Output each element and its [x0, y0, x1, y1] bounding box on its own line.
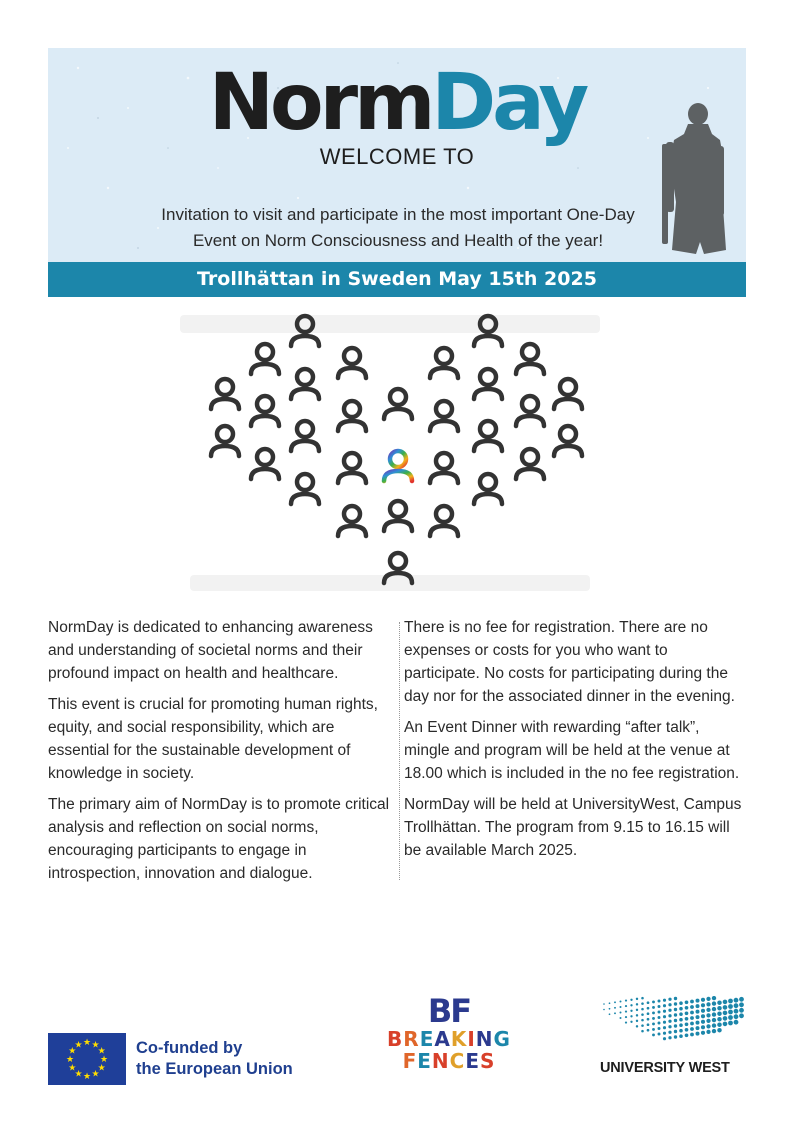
uw-dot [706, 997, 710, 1001]
university-west-name: UNIVERSITY WEST [600, 1060, 730, 1076]
uw-dot [636, 1003, 638, 1005]
uw-dot [696, 1015, 700, 1019]
uw-dot [712, 996, 716, 1000]
uw-dot [668, 1009, 671, 1012]
left-paragraph-2: This event is crucial for promoting human rights, equity, and social responsibility, which are essential for the sustainable development of knowledge in society. [48, 696, 378, 782]
uw-dot [717, 1006, 722, 1011]
uw-dot [603, 1009, 605, 1011]
uw-dot [734, 1003, 739, 1008]
uw-dot [690, 1022, 694, 1026]
uw-dot [690, 1005, 694, 1009]
uw-dot [614, 1012, 616, 1014]
uw-dot [641, 1030, 644, 1033]
uw-dot [717, 1017, 722, 1022]
left-text-column [48, 616, 393, 893]
uw-dot [706, 1024, 710, 1028]
uw-dot [685, 1022, 689, 1026]
eu-cofunded-text [136, 1038, 293, 1080]
uw-dot [717, 1011, 722, 1016]
statue-silhouette-icon [660, 102, 730, 258]
uw-dot [647, 1018, 650, 1021]
uw-dot [619, 1000, 621, 1002]
people-heart-icon [170, 305, 610, 605]
uw-dot [652, 1006, 655, 1009]
eu-star-icon: ★ [91, 1040, 100, 1051]
eu-star-icon: ★ [97, 1046, 106, 1057]
eu-star-icon: ★ [97, 1063, 106, 1074]
uw-dot [690, 1027, 694, 1031]
uw-dot [630, 1004, 632, 1006]
uw-dot [636, 1020, 638, 1022]
uw-dot [652, 1033, 655, 1036]
uw-dot [739, 997, 744, 1002]
uw-dot [668, 1003, 671, 1006]
uw-dot [728, 999, 733, 1004]
uw-dot [696, 1026, 700, 1030]
uw-dot [630, 1015, 632, 1017]
uw-dot [690, 1011, 694, 1015]
uw-dot [652, 1000, 655, 1003]
breaking-fences-logo [384, 994, 514, 1072]
column-divider [399, 622, 400, 880]
uw-dot [723, 1016, 728, 1021]
uw-dot [728, 1015, 733, 1020]
uw-dot [647, 1012, 650, 1015]
uw-dot [728, 1004, 733, 1009]
uw-dot [674, 1030, 677, 1033]
uw-dot [674, 997, 677, 1000]
eu-star-icon: ★ [82, 1072, 92, 1082]
uw-dot [685, 1017, 689, 1021]
uw-dot [696, 1032, 700, 1036]
uw-dot [712, 1001, 716, 1005]
welcome-text: WELCOME TO [319, 144, 475, 169]
date-location-banner: Trollhättan in Sweden May 15th 2025 [48, 262, 746, 297]
uw-dot [652, 1011, 655, 1014]
uw-dot [717, 1022, 722, 1026]
uw-dot [668, 1031, 671, 1034]
logo-day: Day [431, 58, 586, 148]
eu-line-1: Co-funded by [136, 1039, 243, 1057]
uw-dot [679, 1018, 683, 1022]
uw-dot [658, 1011, 661, 1014]
eu-star-icon: ★ [74, 1040, 83, 1051]
uw-dot [712, 1007, 716, 1011]
uw-dot [712, 1012, 716, 1016]
uw-dot [641, 1024, 644, 1027]
uw-dot [706, 1008, 710, 1012]
uw-dot [701, 1014, 705, 1018]
uw-dot [679, 1012, 683, 1016]
uw-dot [619, 1017, 621, 1019]
uw-dot [658, 1022, 661, 1025]
uw-dot [674, 1035, 677, 1038]
uw-dot [652, 1028, 655, 1031]
uw-dot [668, 1036, 671, 1039]
right-paragraph-2: An Event Dinner with rewarding “after talk”, mingle and program will be held at the venue at 18.00 which is included in the no fee registration. [404, 719, 740, 782]
uw-dot [706, 1002, 710, 1006]
uw-dot [641, 1019, 644, 1022]
uw-dot [641, 997, 644, 1000]
uw-dot [674, 1024, 677, 1027]
uw-dot [679, 1023, 683, 1027]
uw-dot [619, 1011, 621, 1013]
uw-dot [739, 1002, 744, 1007]
uw-dot [647, 1007, 650, 1010]
university-west-dots-icon [600, 996, 746, 1058]
uw-dot [739, 1008, 744, 1013]
uw-dot [701, 998, 705, 1002]
uw-dot [636, 1009, 638, 1011]
uw-dot [734, 998, 739, 1003]
uw-dot [641, 1008, 644, 1011]
uw-dot [701, 1031, 705, 1035]
uw-dot [630, 1021, 632, 1023]
uw-dot [701, 1003, 705, 1007]
uw-dot [609, 1002, 611, 1004]
uw-dot [663, 1032, 666, 1035]
uw-dot [663, 999, 666, 1002]
uw-dot [663, 1015, 666, 1018]
invitation-line-2: Event on Norm Consciousness and Health of the year! [192, 231, 604, 250]
uw-dot [603, 1003, 605, 1005]
uw-dot [739, 1013, 744, 1018]
eu-star-icon: ★ [68, 1063, 77, 1074]
uw-dot [674, 1002, 677, 1005]
uw-dot [630, 999, 632, 1001]
uw-dot [630, 1010, 632, 1012]
right-paragraph-1: There is no fee for registration. There are no expenses or costs for you who want to participate. No costs for participating during the day nor for the associated dinner in the evening. [404, 619, 735, 705]
eu-star-icon: ★ [68, 1046, 77, 1057]
uw-dot [625, 1016, 627, 1018]
uw-dot [734, 1009, 739, 1014]
uw-dot [696, 1004, 700, 1008]
uw-dot [717, 1000, 722, 1005]
uw-dot [663, 1026, 666, 1029]
uw-dot [663, 1021, 666, 1024]
uw-dot [614, 1007, 616, 1009]
uw-dot [614, 1001, 616, 1003]
uw-dot [674, 1013, 677, 1016]
eu-star-icon: ★ [91, 1069, 100, 1080]
uw-dot [658, 1033, 661, 1036]
uw-dot [674, 1008, 677, 1011]
bf-word-breaking: BREAKING [387, 1027, 511, 1051]
uw-dot [652, 1022, 655, 1025]
eu-line-2: the European Union [136, 1060, 293, 1078]
uw-dot [647, 1001, 650, 1004]
uw-dot [706, 1013, 710, 1017]
uw-dot [696, 999, 700, 1003]
uw-dot [658, 1027, 661, 1030]
uw-dot [685, 1033, 689, 1037]
uw-dot [668, 1014, 671, 1017]
uw-dot [728, 1021, 733, 1026]
uw-dot [728, 1010, 733, 1015]
uw-dot [641, 1013, 644, 1016]
uw-dot [609, 1008, 611, 1010]
eu-star-icon: ★ [82, 1038, 92, 1048]
uw-dot [636, 1014, 638, 1016]
hero-header [48, 48, 746, 262]
uw-dot [663, 1010, 666, 1013]
uw-dot [625, 1000, 627, 1002]
uw-dot [690, 1000, 694, 1004]
uw-dot [668, 1025, 671, 1028]
eu-flag-icon [48, 1033, 126, 1085]
uw-dot [647, 1023, 650, 1026]
left-paragraph-1: NormDay is dedicated to enhancing awareness and understanding of societal norms and their profound impact on health and healthcare. [48, 619, 373, 682]
bf-mark: BF [427, 992, 471, 1030]
uw-dot [663, 1004, 666, 1007]
uw-dot [685, 1000, 689, 1004]
invitation-line-1: Invitation to visit and participate in the most important One-Day [161, 205, 635, 224]
uw-dot [636, 998, 638, 1000]
uw-dot [625, 1022, 627, 1024]
uw-dot [685, 1006, 689, 1010]
uw-dot [668, 998, 671, 1001]
uw-dot [712, 1023, 716, 1027]
uw-dot [668, 1020, 671, 1023]
uw-dot [696, 1010, 700, 1014]
uw-dot [712, 1029, 716, 1033]
uw-dot [712, 1018, 716, 1022]
eu-star-icon: ★ [99, 1055, 109, 1065]
logo-norm: Norm [208, 58, 432, 148]
uw-dot [690, 1033, 694, 1037]
uw-dot [701, 1020, 705, 1024]
uw-dot [619, 1006, 621, 1008]
uw-dot [685, 1028, 689, 1032]
eu-star-icon: ★ [65, 1055, 75, 1065]
uw-dot [679, 1029, 683, 1033]
uw-dot [679, 1001, 683, 1005]
uw-dot [679, 1034, 683, 1038]
normday-logo [48, 58, 746, 148]
uw-dot [674, 1019, 677, 1022]
uw-dot [658, 1005, 661, 1008]
uw-dot [734, 1020, 739, 1025]
right-text-column [404, 616, 746, 870]
uw-dot [717, 1028, 722, 1033]
uw-dot [685, 1011, 689, 1015]
eu-star-icon: ★ [74, 1069, 83, 1080]
uw-dot [723, 1000, 728, 1005]
uw-dot [652, 1017, 655, 1020]
uw-dot [723, 1011, 728, 1016]
bf-word-fences: FENCES [402, 1049, 496, 1073]
uw-dot [723, 1022, 728, 1027]
uw-dot [609, 1013, 611, 1015]
uw-dot [625, 1005, 627, 1007]
uw-dot [658, 1016, 661, 1019]
uw-dot [690, 1016, 694, 1020]
uw-dot [663, 1037, 666, 1040]
uw-dot [647, 1029, 650, 1032]
uw-dot [696, 1021, 700, 1025]
uw-dot [679, 1007, 683, 1011]
uw-dot [625, 1011, 627, 1013]
uw-dot [706, 1019, 710, 1023]
left-paragraph-3: The primary aim of NormDay is to promote critical analysis and reflection on social norms, encouraging participants to engage in introspection, innovation and dialogue. [48, 796, 390, 882]
uw-dot [723, 1005, 728, 1010]
uw-dot [641, 1002, 644, 1005]
uw-dot [706, 1030, 710, 1034]
invitation-text [128, 202, 668, 254]
uw-dot [701, 1009, 705, 1013]
uw-dot [734, 1014, 739, 1019]
uw-dot [658, 1000, 661, 1003]
uw-dot [701, 1025, 705, 1029]
uw-dot [636, 1025, 638, 1027]
right-paragraph-3: NormDay will be held at UniversityWest, Campus Trollhättan. The program from 9.15 to 16.15 will be available March 2025. [404, 796, 742, 859]
